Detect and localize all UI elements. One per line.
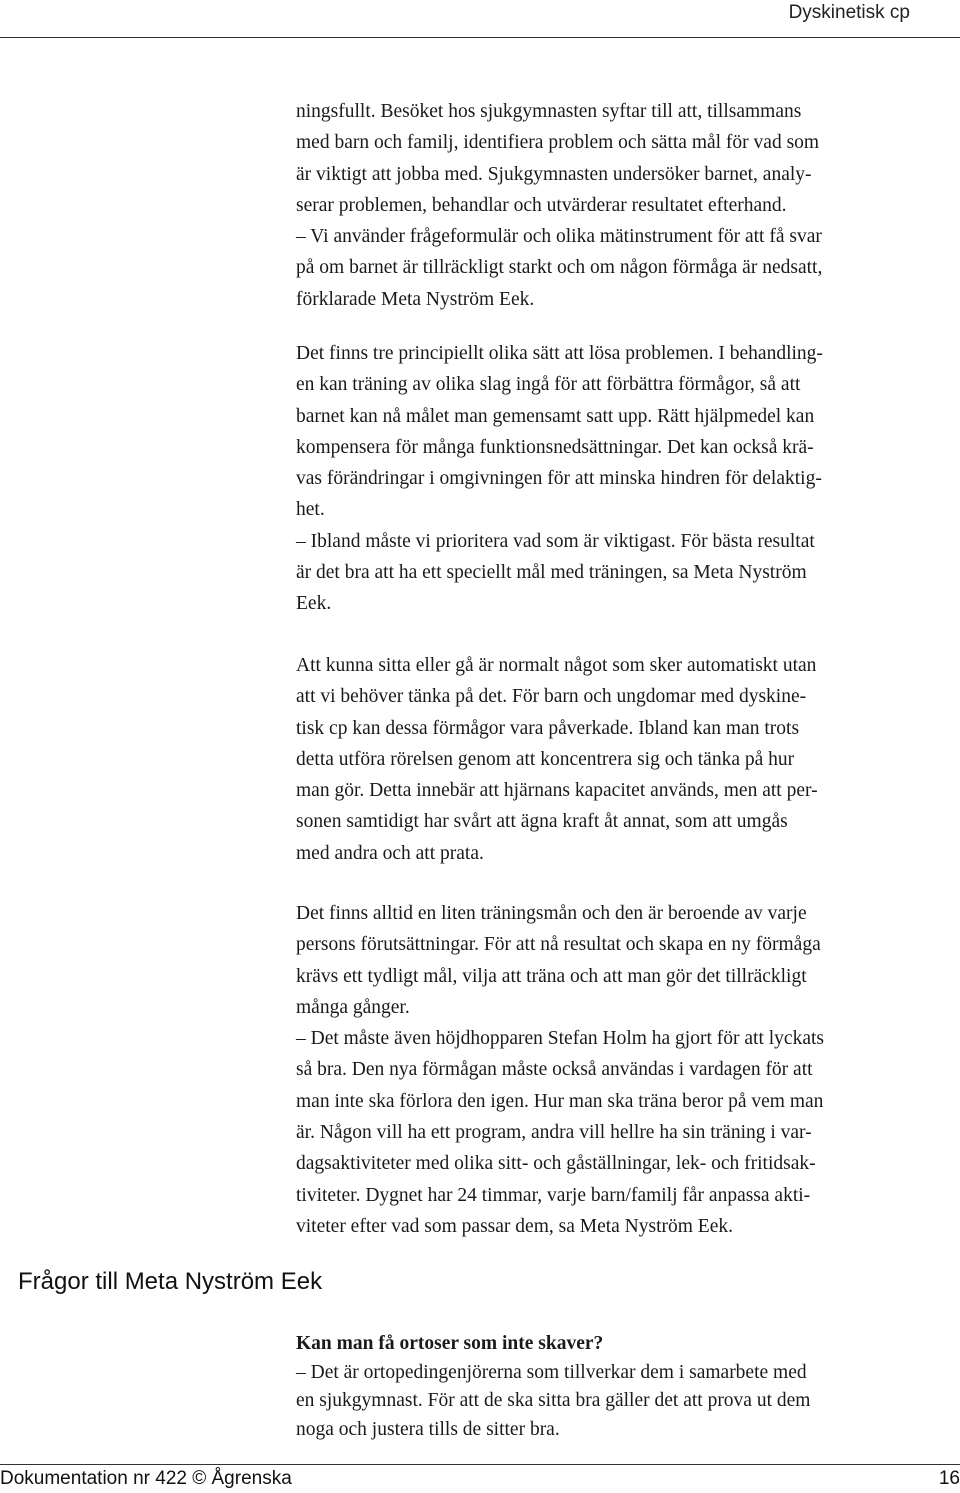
section-heading: Frågor till Meta Nyström Eek: [18, 1268, 323, 1295]
qa-block: [296, 1330, 936, 1444]
body-paragraph-3: [296, 650, 936, 869]
running-header: Dyskinetisk cp: [788, 2, 910, 23]
footer-publication: Dokumentation nr 422 © Ågrenska: [0, 1468, 292, 1489]
page-number: 16: [938, 1468, 960, 1489]
paragraph-text: Att kunna sitta eller gå är normalt något som sker automatiskt utan att vi behöver tänka på det. För barn och ungdomar med dyskine- tisk cp kan dessa förmågor vara påverkade. Ibland kan man trots detta utföra rörelsen genom att koncentrera sig och tänka på hur man gör. Detta innebär att hjärnans kapacitet används, men att per- sonen samtidigt har svårt att ägna kraft åt annat, som att umgås med andra och att prata.: [296, 655, 818, 864]
footer-divider: [0, 1464, 960, 1465]
paragraph-text: Det finns alltid en liten träningsmån och den är beroende av varje persons förutsättningar. För att nå resultat och skapa en ny förmåga krävs ett tydligt mål, vilja att träna och att man gör det tillräckligt många gånger. – Det måste även höjdhopparen Stefan Holm ha gjort för att lyckats så bra. Den nya förmågan måste också användas i vardagen för att man inte ska förlora den igen. Hur man ska träna beror på vem man är. Någon vill ha ett program, andra vill hellre ha sin träning i var- dagsaktiviteter med olika sitt- och gåställningar, lek- och fritidsak- tiviteter. Dygnet har 24 timmar, varje barn/familj får anpassa akti- viteter efter vad som passar dem, sa Meta Nyström Eek.: [296, 903, 824, 1237]
body-paragraph-2: [296, 338, 936, 620]
body-paragraph-4: [296, 898, 936, 1242]
paragraph-text: ningsfullt. Besöket hos sjukgymnasten syftar till att, tillsammans med barn och familj, identifiera problem och sätta mål för vad som är viktigt att jobba med. Sjukgymnasten undersöker barnet, analy- serar problemen, behandlar och utvärderar resultatet efterhand. – Vi använder frågeformulär och olika mätinstrument för att få svar på om barnet är tillräckligt starkt och om någon förmåga är nedsatt, förklarade Meta Nyström Eek.: [296, 101, 823, 310]
body-paragraph-1: [296, 96, 936, 315]
paragraph-text: Det finns tre principiellt olika sätt att lösa problemen. I behandling- en kan träning av olika slag ingå för att förbättra förmågor, så att barnet kan nå målet man gemensamt satt upp. Rätt hjälpmedel kan kompensera för många funktionsnedsättningar. Det kan också krä- vas förändringar i omgivningen för att minska hindren för delaktig- het. – Ibland måste vi prioritera vad som är viktigast. För bästa resultat är det bra att ha ett speciellt mål med träningen, sa Meta Nyström Eek.: [296, 343, 823, 615]
qa-question: Kan man få ortoser som inte skaver?: [296, 1333, 604, 1354]
qa-answer: – Det är ortopedingenjörerna som tillverkar dem i samarbete med en sjukgymnast. För att de ska sitta bra gäller det att prova ut dem noga och justera tills de sitter bra.: [296, 1361, 811, 1440]
header-divider: [0, 37, 960, 38]
